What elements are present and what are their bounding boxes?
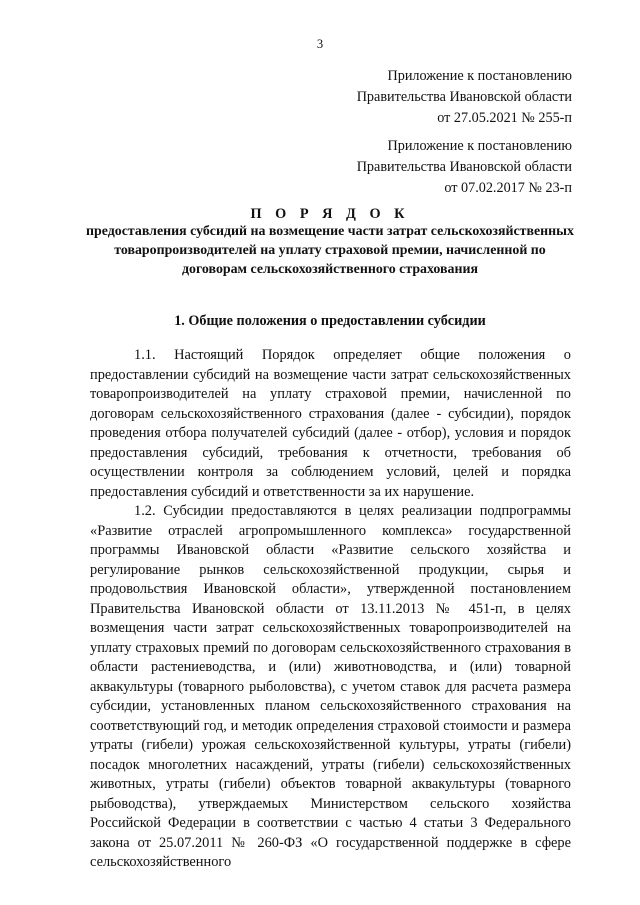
section-heading: 1. Общие положения о предоставлении субсидии: [174, 313, 486, 329]
appendix-line: Приложение к постановлению: [387, 138, 572, 154]
document-title: П О Р Я Д О К: [250, 206, 410, 222]
appendix-line: Правительства Ивановской области: [356, 159, 572, 175]
appendix-note-original: [252, 136, 572, 199]
appendix-date: от 27.05.2021 № 255-п: [437, 110, 572, 126]
paragraph-1-1: 1.1. Настоящий Порядок определяет общие положения о предоставлении субсидий на возмещение части затрат сельскохозяйственных товаропроизводителей на уплату страховой премии, начисленной по договорам сельскохозяйственного страхования (далее - субсидии), порядок проведения отбора получателей субсидий (далее - отбор), условия и порядок предоставления субсидий, требования к отчетности, требования об осуществлении контроля за соблюдением условий, целей и порядка предоставления субсидий и ответственности за их нарушение.: [90, 347, 571, 500]
appendix-line: Правительства Ивановской области: [356, 89, 572, 105]
document-body: [90, 346, 571, 873]
page-number: 3: [316, 37, 324, 51]
appendix-date: от 07.02.2017 № 23-п: [444, 180, 572, 196]
document-subtitle: предоставления субсидий на возмещение части затрат сельскохозяйственных товаропроизводителей на уплату страховой премии, начисленной по договорам сельскохозяйственного страхования: [86, 224, 574, 277]
paragraph-1-2: 1.2. Субсидии предоставляются в целях реализации подпрограммы «Развитие отраслей агропромышленного комплекса» государственной программы Ивановской области «Развитие сельского хозяйства и регулирование рынков сельскохозяйственной продукции, сырья и продовольствия Ивановской области», утвержденной постановлением Правительства Ивановской области от 13.11.2013 № 451-п, в целях возмещения части затрат сельскохозяйственных товаропроизводителей на уплату страховых премий по договорам сельскохозяйственного страхования в области растениеводства, и (или) животноводства, и (или) товарной аквакультуры (товарного рыболовства), с учетом ставок для расчета размера субсидии, установленных планом сельскохозяйственного страхования на соответствующий год, и методик определения страховой стоимости и размера утраты (гибели) урожая сельскохозяйственной культуры, утраты (гибели) посадок многолетних насаждений, утраты (гибели) сельскохозяйственных животных, утраты (гибели) объектов товарной аквакультуры (товарного рыбоводства), утверждаемых Министерством сельского хозяйства Российской Федерации в соответствии с частью 4 статьи 3 Федерального закона от 25.07.2011 № 260-ФЗ «О государственной поддержке в сфере сельскохозяйственного: [90, 503, 571, 870]
appendix-line: Приложение к постановлению: [387, 68, 572, 84]
appendix-note-current: [252, 66, 572, 129]
